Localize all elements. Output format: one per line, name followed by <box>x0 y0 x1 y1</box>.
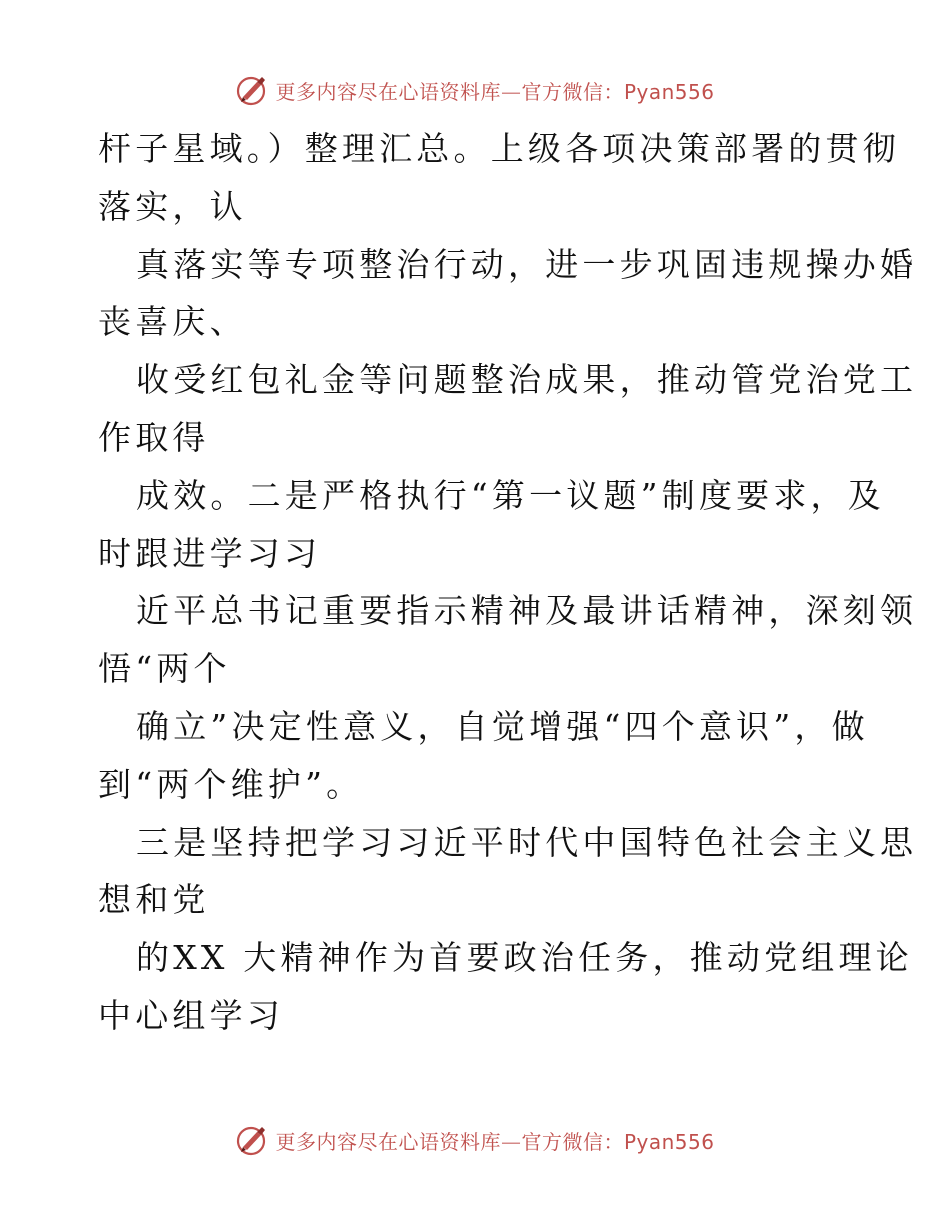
document-body <box>98 120 918 1045</box>
text-line: 三是坚持把学习习近平时代中国特色社会主义思 <box>136 822 918 862</box>
text-line: 真落实等专项整治行动，进一步巩固违规操办婚 <box>136 244 918 284</box>
text-line: 确立”决定性意义，自觉增强“四个意识”，做 <box>136 706 869 746</box>
footer-watermark-text: 更多内容尽在心语资料库—官方微信：Pyan556 <box>275 1129 715 1154</box>
text-line: 收受红包礼金等问题整治成果，推动管党治党工 <box>136 360 918 400</box>
header-watermark <box>0 72 950 108</box>
pen-logo-icon <box>235 73 269 107</box>
text-line: 时跟进学习习 <box>98 533 322 573</box>
header-watermark-text: 更多内容尽在心语资料库—官方微信：Pyan556 <box>275 79 715 104</box>
text-line: 到“两个维护”。 <box>98 764 364 804</box>
text-line: 成效。二是严格执行“第一议题”制度要求，及 <box>136 475 885 515</box>
text-line: 作取得 <box>98 417 210 457</box>
text-line: 落实，认 <box>98 186 247 226</box>
text-line: 丧喜庆、 <box>98 302 247 342</box>
text-line: 想和党 <box>98 880 210 920</box>
text-line: 中心组学习 <box>98 995 284 1035</box>
text-line: 悟“两个 <box>98 649 231 689</box>
text-line: 杆子星域。）整理汇总。上级各项决策部署的贯彻 <box>98 129 900 168</box>
pen-logo-icon <box>235 1123 269 1157</box>
text-line: 的XX 大精神作为首要政治任务，推动党组理论 <box>136 938 913 978</box>
text-line: 近平总书记重要指示精神及最讲话精神，深刻领 <box>136 591 918 631</box>
footer-watermark <box>0 1122 950 1158</box>
